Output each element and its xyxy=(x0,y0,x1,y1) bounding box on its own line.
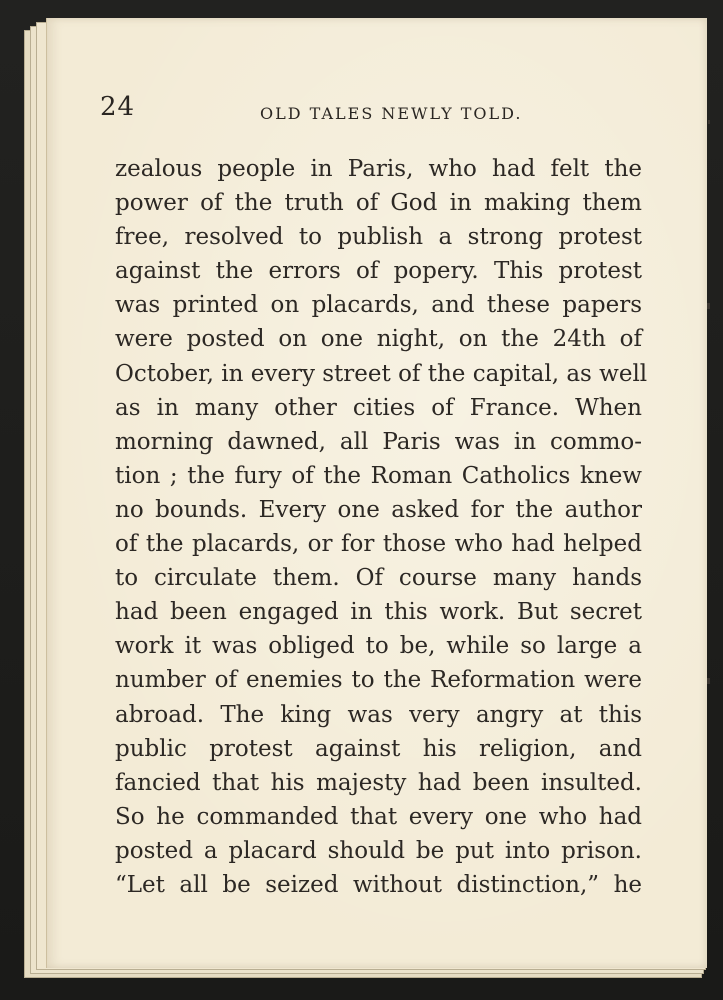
text-line: zealous people in Paris, who had felt the xyxy=(115,156,642,182)
text-line: had been engaged in this work. But secret xyxy=(115,599,642,626)
margin-mark xyxy=(707,303,710,309)
text-line: number of enemies to the Reformation were xyxy=(115,667,642,694)
text-line: power of the truth of God in making them xyxy=(115,190,642,217)
text-line: So he commanded that every one who had xyxy=(115,803,642,830)
text-line: October, in every street of the capital, as well xyxy=(115,360,648,387)
text-line: work it was obliged to be, while so large a xyxy=(115,633,642,660)
body-text xyxy=(115,152,648,902)
text-line: free, resolved to publish a strong protest xyxy=(115,224,642,251)
page-header xyxy=(100,92,660,132)
text-line: as in many other cities of France. When xyxy=(115,394,642,421)
margin-mark xyxy=(707,678,710,684)
text-line: to circulate them. Of course many hands xyxy=(115,565,642,592)
text-line: public protest against his religion, and xyxy=(115,735,642,762)
text-line: posted a placard should be put into prison. xyxy=(115,837,642,864)
text-line: were posted on one night, on the 24th of xyxy=(115,326,642,353)
page-number: 24 xyxy=(100,92,136,122)
text-line: of the placards, or for those who had helped xyxy=(115,531,642,558)
text-line: was printed on placards, and these papers xyxy=(115,292,642,319)
margin-mark xyxy=(708,120,710,124)
text-line: morning dawned, all Paris was in commo- xyxy=(115,428,642,455)
text-line: tion ; the fury of the Roman Catholics knew xyxy=(115,462,642,489)
text-line: abroad. The king was very angry at this xyxy=(115,701,642,728)
text-line: against the errors of popery. This protest xyxy=(115,258,642,285)
text-line: no bounds. Every one asked for the author xyxy=(115,496,642,523)
running-title: OLD TALES NEWLY TOLD. xyxy=(260,104,523,123)
text-line: fancied that his majesty had been insulted. xyxy=(115,769,642,796)
text-line: “Let all be seized without distinction,” he xyxy=(115,871,642,898)
